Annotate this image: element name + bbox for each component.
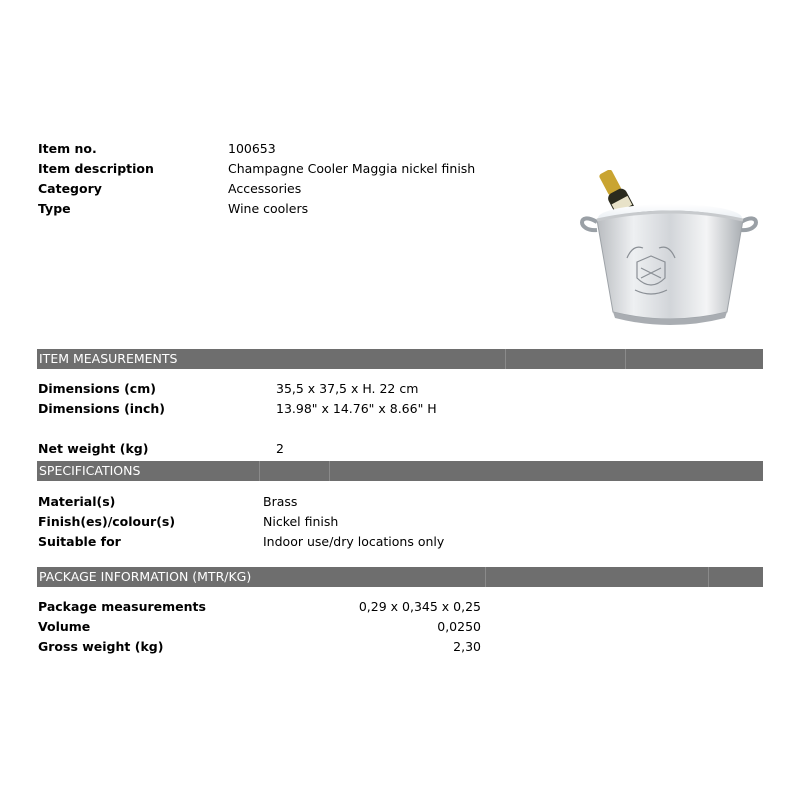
net-weight-label: Net weight (kg) (38, 441, 149, 456)
finish-label: Finish(es)/colour(s) (38, 514, 176, 529)
specifications-header (37, 461, 763, 481)
dimensions-inch-value: 13.98" x 14.76" x 8.66" H (276, 401, 437, 416)
category-label: Category (38, 181, 102, 196)
item-no-value: 100653 (228, 141, 276, 156)
category-value: Accessories (228, 181, 302, 196)
header-divider (625, 349, 626, 369)
item-description-label: Item description (38, 161, 154, 176)
gross-weight-value: 2,30 (453, 639, 481, 654)
type-label: Type (38, 201, 71, 216)
suitable-for-value: Indoor use/dry locations only (263, 534, 445, 549)
item-no-label: Item no. (38, 141, 97, 156)
dimensions-inch-label: Dimensions (inch) (38, 401, 165, 416)
package-measurements-value: 0,29 x 0,345 x 0,25 (358, 599, 481, 614)
type-value: Wine coolers (228, 201, 309, 216)
volume-value: 0,0250 (437, 619, 481, 634)
package-information-header (37, 567, 763, 587)
item-measurements-header (37, 349, 763, 369)
net-weight-value: 2 (276, 441, 284, 456)
item-description-value: Champagne Cooler Maggia nickel finish (228, 161, 476, 176)
header-divider (485, 567, 486, 587)
dimensions-cm-label: Dimensions (cm) (38, 381, 156, 396)
finish-value: Nickel finish (263, 514, 339, 529)
header-divider (329, 461, 330, 481)
gross-weight-label: Gross weight (kg) (38, 639, 164, 654)
specifications-title: SPECIFICATIONS (39, 463, 141, 478)
package-information-title: PACKAGE INFORMATION (MTR/KG) (39, 569, 252, 584)
item-measurements-title: ITEM MEASUREMENTS (39, 351, 178, 366)
product-image (575, 170, 765, 330)
volume-label: Volume (38, 619, 91, 634)
suitable-for-label: Suitable for (38, 534, 121, 549)
material-value: Brass (263, 494, 298, 509)
header-divider (259, 461, 260, 481)
dimensions-cm-value: 35,5 x 37,5 x H. 22 cm (276, 381, 419, 396)
package-measurements-label: Package measurements (38, 599, 206, 614)
material-label: Material(s) (38, 494, 116, 509)
header-divider (708, 567, 709, 587)
header-divider (505, 349, 506, 369)
